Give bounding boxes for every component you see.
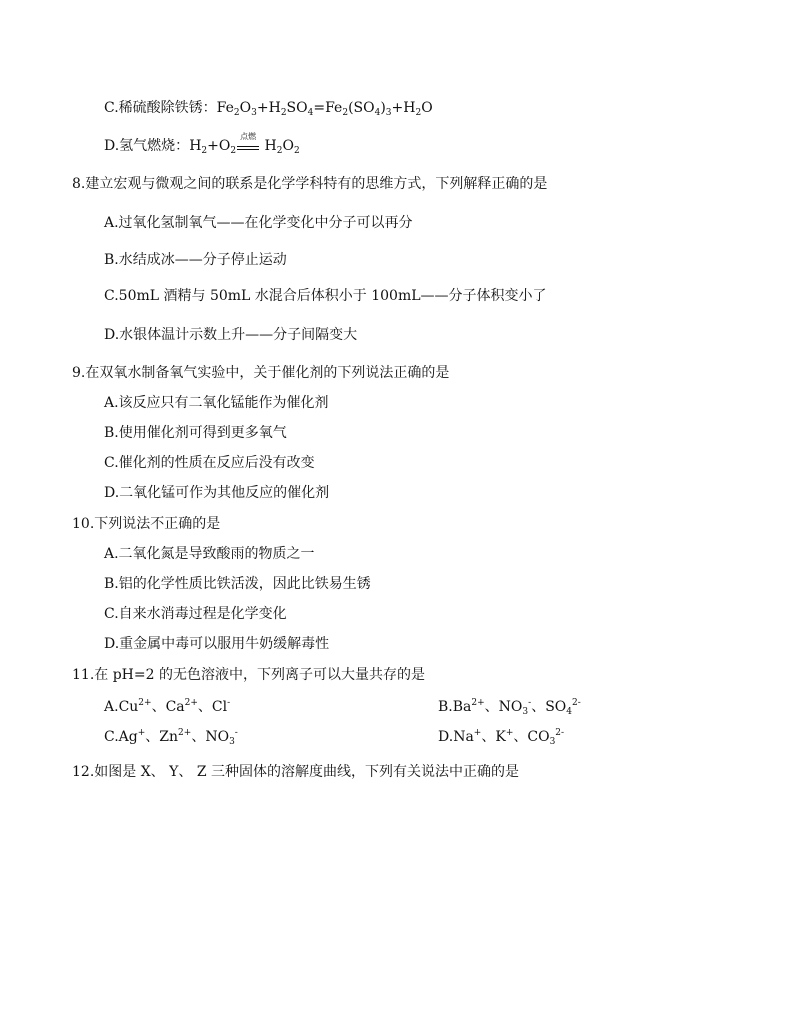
- q11-option-b: $B.Ba^{2+}$、$NO_3^-$、$SO_4^{2-}$: [438, 698, 581, 717]
- q7-option-c-equation: $Fe_2O_3+H_2SO_4=Fe_2(SO_4)_3+H_2O$: [216, 100, 433, 118]
- q11-option-a: $A.Cu^{2+}$、$Ca^{2+}$、Cl-: [104, 698, 231, 715]
- q10-stem: 10.下列说法不正确的是: [72, 516, 221, 532]
- q8-option-a: A.过氧化氢制氧气——在化学变化中分子可以再分: [104, 215, 413, 231]
- q8-stem: 8.建立宏观与微观之间的联系是化学学科特有的思维方式，下列解释正确的是: [72, 176, 548, 192]
- q10-option-c: C.自来水消毒过程是化学变化: [104, 606, 287, 622]
- q12-stem: 12.如图是 X、 Y、 Z 三种固体的溶解度曲线，下列有关说法中正确的是: [72, 764, 520, 780]
- q8-option-c: C.50mL 酒精与 50mL 水混合后体积小于 100mL——分子体积变小了: [104, 288, 547, 304]
- reaction-condition: 点燃: [237, 144, 259, 150]
- q7-option-d: D.氢气燃烧：$H_2+O_2$ 点燃 $H_2O_2$: [104, 132, 300, 156]
- q10-option-a: A.二氧化氮是导致酸雨的物质之一: [104, 546, 315, 562]
- q9-option-b: B.使用催化剂可得到更多氧气: [104, 425, 287, 441]
- q11-stem: 11.在 pH=2 的无色溶液中，下列离子可以大量共存的是: [72, 667, 425, 683]
- q8-option-d: D.水银体温计示数上升——分子间隔变大: [104, 327, 358, 343]
- q10-option-b: B.铝的化学性质比铁活泼，因此比铁易生锈: [104, 576, 371, 592]
- q9-option-d: D.二氧化锰可作为其他反应的催化剂: [104, 485, 330, 501]
- q8-option-b: B.水结成冰——分子停止运动: [104, 252, 287, 268]
- q10-option-d: D.重金属中毒可以服用牛奶缓解毒性: [104, 636, 330, 652]
- q9-option-a: A.该反应只有二氧化锰能作为催化剂: [104, 395, 329, 411]
- q7-option-d-equation: $H_2+O_2$ 点燃 $H_2O_2$: [189, 132, 300, 156]
- q9-option-c: C.催化剂的性质在反应后没有改变: [104, 455, 315, 471]
- q11-option-c: C.Ag+、$Zn^{2+}$、$NO_3^-$: [104, 728, 238, 747]
- q7-option-c: C.稀硫酸除铁锈：$Fe_2O_3+H_2SO_4=Fe_2(SO_4)_3+H_2O$: [104, 100, 433, 118]
- q9-stem: 9.在双氧水制备氧气实验中，关于催化剂的下列说法正确的是: [72, 365, 450, 381]
- q11-option-d: D.Na+、K+、$CO_3^{2-}$: [438, 728, 565, 747]
